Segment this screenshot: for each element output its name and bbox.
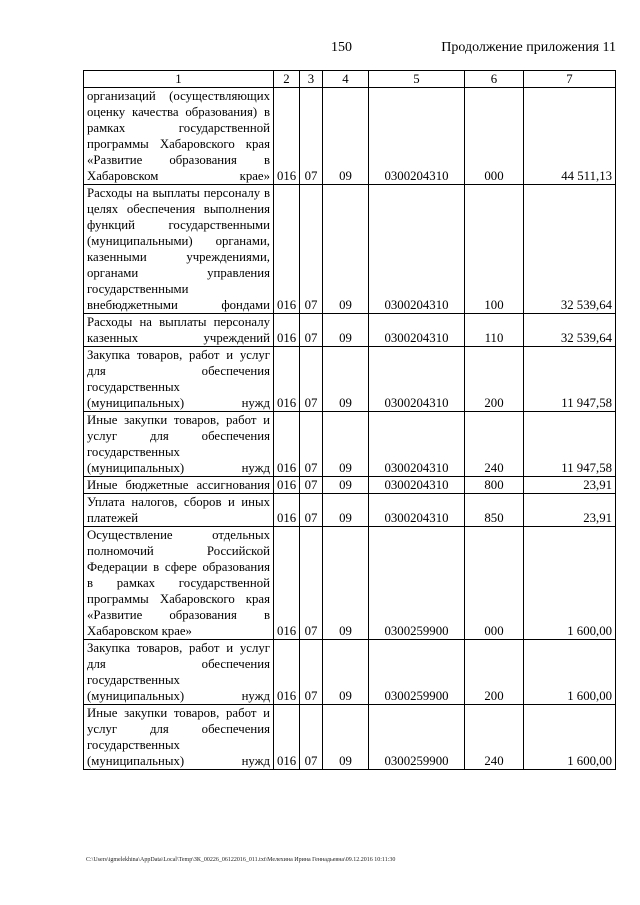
row-ministry-code: 016 [274,705,300,770]
table-row [84,477,616,494]
row-section-code: 07 [300,477,323,494]
row-description: Иные закупки товаров, работ и услуг для обеспечения государственных (муниципальных) нужд [84,705,274,770]
row-amount: 1 600,00 [524,705,616,770]
footer-file-path: C:\Users\igmelekhina\AppData\Local\Temp\ЗК_00226_06122016_011.txt\Мелехина Ирина Геннадьевна\09.12.2016 10:11:30 [86,857,396,863]
table-row [84,347,616,412]
row-description: Уплата налогов, сборов и иных платежей [84,494,274,527]
row-ministry-code: 016 [274,527,300,640]
row-target-article: 0300204310 [369,347,465,412]
row-subsection-code: 09 [323,347,369,412]
table-row [84,494,616,527]
row-section-code: 07 [300,314,323,347]
row-section-code: 07 [300,88,323,185]
row-expense-type: 800 [465,477,524,494]
row-subsection-code: 09 [323,412,369,477]
row-ministry-code: 016 [274,314,300,347]
column-header: 2 [274,71,300,88]
row-description: Иные закупки товаров, работ и услуг для обеспечения государственных (муниципальных) нужд [84,412,274,477]
table-row [84,640,616,705]
row-target-article: 0300204310 [369,88,465,185]
row-subsection-code: 09 [323,705,369,770]
budget-table [83,70,616,770]
row-expense-type: 850 [465,494,524,527]
row-target-article: 0300259900 [369,527,465,640]
row-ministry-code: 016 [274,494,300,527]
row-subsection-code: 09 [323,527,369,640]
row-description: Закупка товаров, работ и услуг для обеспечения государственных (муниципальных) нужд [84,640,274,705]
row-amount: 11 947,58 [524,347,616,412]
row-section-code: 07 [300,494,323,527]
row-expense-type: 240 [465,705,524,770]
table-row [84,412,616,477]
row-subsection-code: 09 [323,477,369,494]
row-target-article: 0300204310 [369,494,465,527]
row-subsection-code: 09 [323,494,369,527]
row-target-article: 0300204310 [369,412,465,477]
row-subsection-code: 09 [323,314,369,347]
row-amount: 23,91 [524,477,616,494]
row-amount: 11 947,58 [524,412,616,477]
row-description: организаций (осуществляющих оценку качества образования) в рамках государственной программы Хабаровского края «Развитие образования в Хабаровском крае» [84,88,274,185]
row-ministry-code: 016 [274,347,300,412]
row-description: Расходы на выплаты персоналу в целях обеспечения выполнения функций государственными (муниципальными) органами, казенными учреждениями, органами управления государственными внебюджетными фондами [84,185,274,314]
continuation-label: Продолжение приложения 11 [441,40,616,55]
row-target-article: 0300259900 [369,705,465,770]
table-row [84,527,616,640]
row-ministry-code: 016 [274,477,300,494]
row-amount: 32 539,64 [524,314,616,347]
row-amount: 44 511,13 [524,88,616,185]
column-header: 1 [84,71,274,88]
row-ministry-code: 016 [274,88,300,185]
row-section-code: 07 [300,347,323,412]
table-row [84,185,616,314]
column-header-row [84,71,616,88]
row-description: Иные бюджетные ассигнования [84,477,274,494]
table-row [84,88,616,185]
row-expense-type: 110 [465,314,524,347]
column-header: 7 [524,71,616,88]
row-description: Закупка товаров, работ и услуг для обеспечения государственных (муниципальных) нужд [84,347,274,412]
row-section-code: 07 [300,185,323,314]
row-section-code: 07 [300,412,323,477]
column-header: 5 [369,71,465,88]
row-subsection-code: 09 [323,640,369,705]
row-expense-type: 240 [465,412,524,477]
table-row [84,314,616,347]
row-section-code: 07 [300,527,323,640]
row-expense-type: 000 [465,527,524,640]
page-number: 150 [331,40,352,55]
row-amount: 1 600,00 [524,527,616,640]
column-header: 6 [465,71,524,88]
row-amount: 32 539,64 [524,185,616,314]
row-target-article: 0300204310 [369,314,465,347]
row-amount: 23,91 [524,494,616,527]
row-expense-type: 200 [465,347,524,412]
column-header: 4 [323,71,369,88]
row-target-article: 0300204310 [369,185,465,314]
row-description: Осуществление отдельных полномочий Российской Федерации в сфере образования в рамках государственной программы Хабаровского края «Развитие образования в Хабаровском крае» [84,527,274,640]
row-section-code: 07 [300,705,323,770]
column-header: 3 [300,71,323,88]
row-expense-type: 100 [465,185,524,314]
row-amount: 1 600,00 [524,640,616,705]
row-expense-type: 000 [465,88,524,185]
row-ministry-code: 016 [274,412,300,477]
row-ministry-code: 016 [274,640,300,705]
row-ministry-code: 016 [274,185,300,314]
row-subsection-code: 09 [323,88,369,185]
row-target-article: 0300204310 [369,477,465,494]
row-subsection-code: 09 [323,185,369,314]
row-section-code: 07 [300,640,323,705]
table-row [84,705,616,770]
row-expense-type: 200 [465,640,524,705]
row-description: Расходы на выплаты персоналу казенных учреждений [84,314,274,347]
row-target-article: 0300259900 [369,640,465,705]
